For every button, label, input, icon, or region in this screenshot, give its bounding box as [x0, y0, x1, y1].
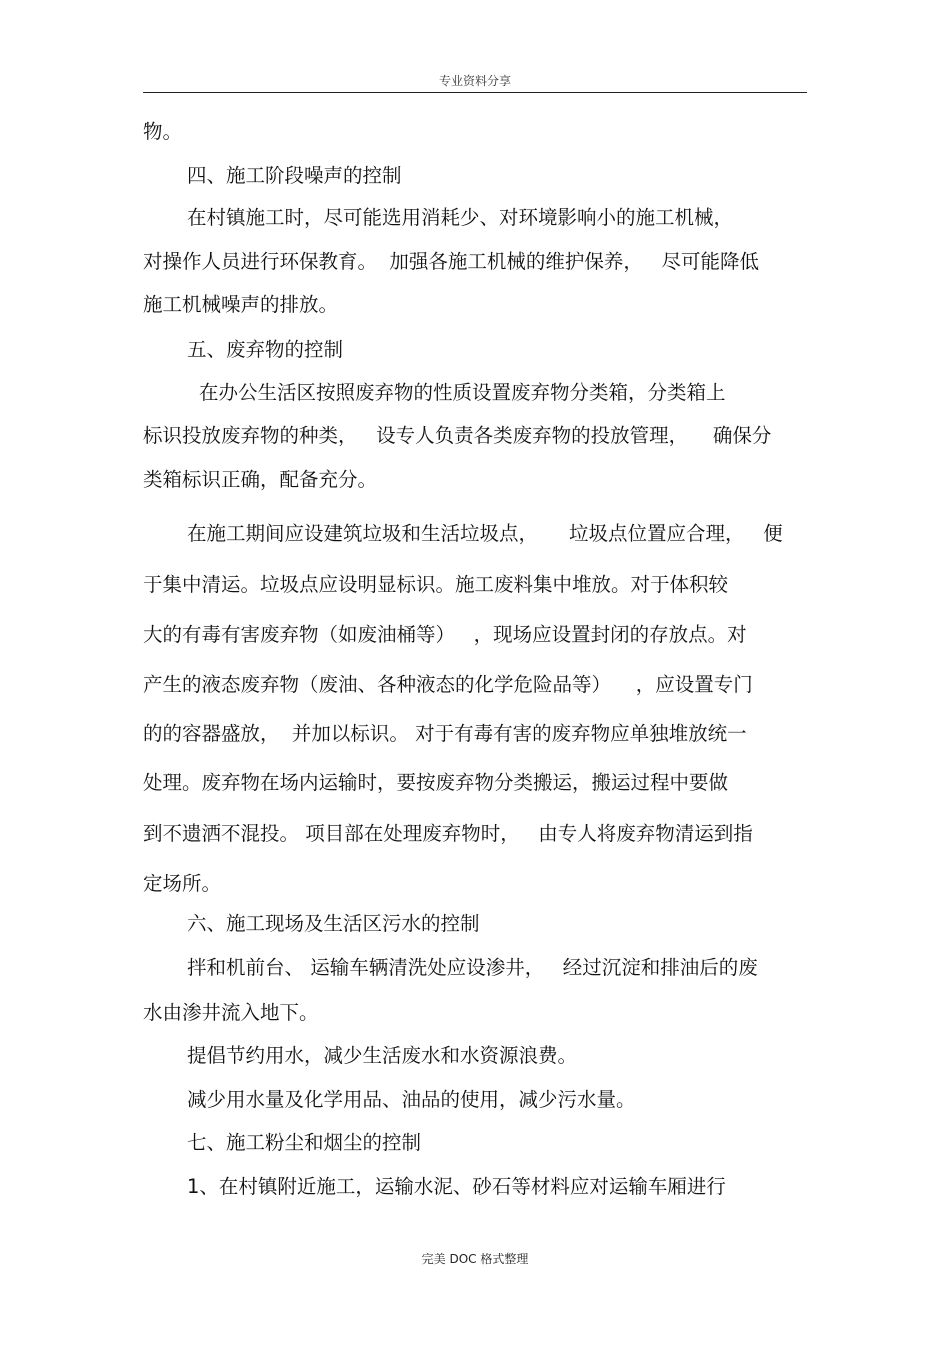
text-line: 1、在村镇附近施工，运输水泥、砂石等材料应对运输车厢进行 — [187, 1175, 726, 1198]
text-line: 在办公生活区按照废弃物的性质设置废弃物分类箱，分类箱上 — [199, 381, 726, 404]
text-line: 提倡节约用水，减少生活废水和水资源浪费。 — [187, 1044, 578, 1067]
text-line: 标识投放废弃物的种类， 设专人负责各类废弃物的投放管理， 确保分 — [143, 424, 772, 447]
text-line: 处理。废弃物在场内运输时，要按废弃物分类搬运，搬运过程中要做 — [143, 771, 729, 794]
section-heading: 四、施工阶段噪声的控制 — [187, 164, 402, 187]
text-line: 拌和机前台、 运输车辆清洗处应设渗井， 经过沉淀和排油后的废 — [187, 956, 758, 979]
text-line: 于集中清运。垃圾点应设明显标识。施工废料集中堆放。对于体积较 — [143, 573, 729, 596]
text-line: 水由渗井流入地下。 — [143, 1001, 319, 1024]
section-heading: 六、施工现场及生活区污水的控制 — [187, 912, 480, 935]
page-footer: 完美 DOC 格式整理 — [421, 1252, 529, 1266]
text-line: 在施工期间应设建筑垃圾和生活垃圾点， 垃圾点位置应合理， 便 — [187, 522, 783, 545]
section-heading: 五、废弃物的控制 — [187, 338, 344, 361]
text-line: 施工机械噪声的排放。 — [143, 293, 339, 316]
text-line: 对操作人员进行环保教育。 加强各施工机械的维护保养， 尽可能降低 — [143, 250, 759, 273]
section-heading: 七、施工粉尘和烟尘的控制 — [187, 1131, 422, 1154]
text-line: 定场所。 — [143, 872, 222, 895]
text-line: 减少用水量及化学用品、油品的使用，减少污水量。 — [187, 1088, 636, 1111]
text-line: 在村镇施工时，尽可能选用消耗少、对环境影响小的施工机械， — [187, 206, 734, 229]
text-line: 大的有毒有害废弃物（如废油桶等） ，现场应设置封闭的存放点。对 — [143, 623, 747, 646]
page-header: 专业资料分享 — [438, 74, 511, 88]
header-rule — [143, 92, 807, 93]
text-line: 类箱标识正确，配备充分。 — [143, 468, 378, 491]
text-line: 物。 — [143, 120, 183, 143]
text-line: 到不遗洒不混投。 项目部在处理废弃物时， 由专人将废弃物清运到指 — [143, 822, 753, 845]
text-line: 产生的液态废弃物（废油、各种液态的化学危险品等） ，应设置专门 — [143, 673, 753, 696]
text-line: 的的容器盛放， 并加以标识。 对于有毒有害的废弃物应单独堆放统一 — [143, 722, 747, 745]
